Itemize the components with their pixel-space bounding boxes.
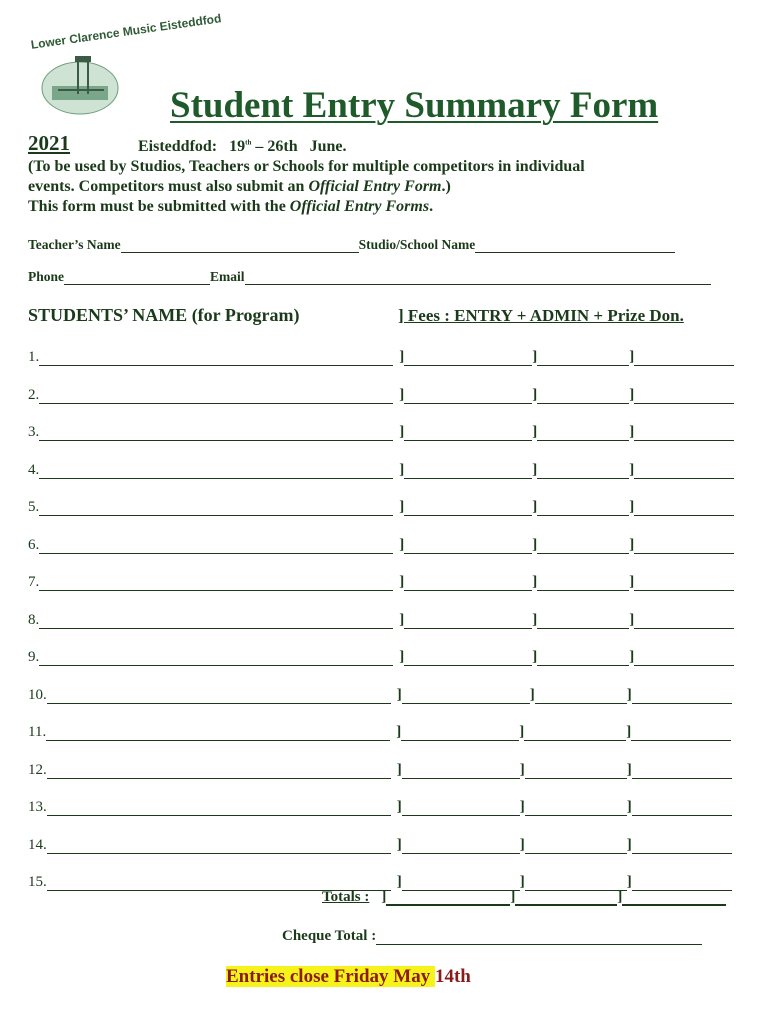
admin-fee-field[interactable] xyxy=(525,837,627,854)
totals-prize-field[interactable] xyxy=(622,888,726,906)
cheque-total-field[interactable] xyxy=(376,928,702,945)
student-name-field[interactable] xyxy=(39,387,393,404)
row-number: 1. xyxy=(28,349,40,365)
student-row: 12. ] ] ] xyxy=(28,759,732,779)
eisteddfod-month: June. xyxy=(309,138,347,155)
student-name-field[interactable] xyxy=(47,762,391,779)
entry-fee-field[interactable] xyxy=(404,649,532,666)
email-label: Email xyxy=(210,269,245,284)
student-row: 11. ] ] ] xyxy=(28,721,731,741)
admin-fee-field[interactable] xyxy=(537,349,629,366)
phone-email-row xyxy=(28,268,711,285)
admin-fee-field[interactable] xyxy=(537,537,629,554)
student-row: 6. ] ] ] xyxy=(28,534,734,554)
entry-fee-field[interactable] xyxy=(404,574,532,591)
student-name-field[interactable] xyxy=(47,837,391,854)
entry-fee-field[interactable] xyxy=(402,799,520,816)
student-row: 10. ] ] ] xyxy=(28,684,732,704)
row-number: 4. xyxy=(28,462,40,478)
admin-fee-field[interactable] xyxy=(537,387,629,404)
entry-fee-field[interactable] xyxy=(404,499,532,516)
entry-fee-field[interactable] xyxy=(402,687,530,704)
entries-close-note xyxy=(226,966,471,988)
student-name-field[interactable] xyxy=(47,799,391,816)
phone-field[interactable] xyxy=(64,268,210,285)
student-name-field[interactable] xyxy=(39,499,393,516)
entry-fee-field[interactable] xyxy=(404,462,532,479)
admin-fee-field[interactable] xyxy=(537,649,629,666)
student-name-field[interactable] xyxy=(39,537,393,554)
totals-label: Totals : xyxy=(322,889,370,905)
cheque-total-label: Cheque Total : xyxy=(282,928,377,944)
teacher-name-field[interactable] xyxy=(121,236,359,253)
prize-donation-field[interactable] xyxy=(634,349,734,366)
prize-donation-field[interactable] xyxy=(631,724,731,741)
prize-donation-field[interactable] xyxy=(632,687,732,704)
student-row: 1. ] ] ] xyxy=(28,346,734,366)
prize-donation-field[interactable] xyxy=(632,762,732,779)
eisteddfod-logo xyxy=(28,11,223,116)
row-number: 10. xyxy=(28,687,47,703)
row-number: 6. xyxy=(28,537,40,553)
prize-donation-field[interactable] xyxy=(634,387,734,404)
student-row: 15. ] ] ] xyxy=(28,871,732,891)
row-number: 14. xyxy=(28,837,47,853)
prize-donation-field[interactable] xyxy=(634,612,734,629)
student-name-field[interactable] xyxy=(39,462,393,479)
phone-label: Phone xyxy=(28,269,65,284)
totals-admin-field[interactable] xyxy=(515,888,617,906)
admin-fee-field[interactable] xyxy=(525,799,627,816)
form-title: Student Entry Summary Form xyxy=(170,85,659,126)
admin-fee-field[interactable] xyxy=(537,574,629,591)
row-number: 5. xyxy=(28,499,40,515)
eisteddfod-start-sup: th xyxy=(245,138,252,147)
prize-donation-field[interactable] xyxy=(634,537,734,554)
student-name-field[interactable] xyxy=(39,574,393,591)
row-number: 7. xyxy=(28,574,40,590)
row-number: 12. xyxy=(28,762,47,778)
student-row: 3. ] ] ] xyxy=(28,421,734,441)
student-name-field[interactable] xyxy=(39,612,393,629)
student-row: 13. ] ] ] xyxy=(28,796,732,816)
student-row: 14. ] ] ] xyxy=(28,834,732,854)
row-number: 13. xyxy=(28,799,47,815)
eisteddfod-prefix: Eisteddfod: xyxy=(138,138,218,155)
admin-fee-field[interactable] xyxy=(537,424,629,441)
fees-header: ] Fees : ENTRY + ADMIN + Prize Don. xyxy=(398,306,684,325)
entry-fee-field[interactable] xyxy=(404,349,532,366)
form-year: 2021 xyxy=(28,131,70,155)
student-name-field[interactable] xyxy=(39,424,393,441)
prize-donation-field[interactable] xyxy=(632,837,732,854)
email-field[interactable] xyxy=(245,268,711,285)
row-number: 15. xyxy=(28,874,47,890)
row-number: 8. xyxy=(28,612,40,628)
row-number: 3. xyxy=(28,424,40,440)
entries-close-highlight: Entries close Friday May xyxy=(226,966,435,987)
student-name-field[interactable] xyxy=(39,349,393,366)
teacher-studio-row xyxy=(28,236,675,253)
entries-close-date: 14th xyxy=(434,966,471,987)
entry-fee-field[interactable] xyxy=(402,837,520,854)
student-row: 5. ] ] ] xyxy=(28,496,734,516)
entry-fee-field[interactable] xyxy=(402,762,520,779)
eisteddfod-start: 19 xyxy=(229,138,246,155)
student-name-field[interactable] xyxy=(46,724,390,741)
totals-entry-field[interactable] xyxy=(386,888,510,906)
student-row: 9. ] ] ] xyxy=(28,646,734,666)
admin-fee-field[interactable] xyxy=(537,612,629,629)
entry-fee-field[interactable] xyxy=(401,724,519,741)
prize-donation-field[interactable] xyxy=(634,649,734,666)
prize-donation-field[interactable] xyxy=(634,499,734,516)
teacher-name-label: Teacher’s Name xyxy=(28,237,121,252)
student-row: 4. ] ] ] xyxy=(28,459,734,479)
admin-fee-field[interactable] xyxy=(537,462,629,479)
eisteddfod-range: – 26th xyxy=(251,138,298,155)
entry-fee-field[interactable] xyxy=(404,387,532,404)
admin-fee-field[interactable] xyxy=(535,687,627,704)
entry-fee-field[interactable] xyxy=(404,612,532,629)
admin-fee-field[interactable] xyxy=(537,499,629,516)
prize-donation-field[interactable] xyxy=(634,424,734,441)
student-name-field[interactable] xyxy=(39,649,393,666)
student-row: 8. ] ] ] xyxy=(28,609,734,629)
admin-fee-field[interactable] xyxy=(524,724,626,741)
prize-donation-field[interactable] xyxy=(634,462,734,479)
prize-donation-field[interactable] xyxy=(634,574,734,591)
entry-fee-field[interactable] xyxy=(404,537,532,554)
cheque-total-row xyxy=(282,928,702,945)
student-row: 2. ] ] ] xyxy=(28,384,734,404)
student-name-field[interactable] xyxy=(47,687,391,704)
instructions-line-3: This form must be submitted with the Official Entry Forms. xyxy=(28,198,434,215)
instructions-line-2: events. Competitors must also submit an Official Entry Form.) xyxy=(28,178,451,195)
row-number: 9. xyxy=(28,649,40,665)
studio-name-label: Studio/School Name xyxy=(358,237,476,252)
totals-row: Totals : ] ] ] xyxy=(322,888,726,906)
admin-fee-field[interactable] xyxy=(525,762,627,779)
student-row: 7. ] ] ] xyxy=(28,571,734,591)
row-number: 11. xyxy=(28,724,47,740)
eisteddfod-dates xyxy=(138,138,347,156)
logo-text: Lower Clarence Music Eisteddfod xyxy=(30,11,223,52)
prize-donation-field[interactable] xyxy=(632,799,732,816)
students-header: STUDENTS’ NAME (for Program) xyxy=(28,305,300,325)
studio-name-field[interactable] xyxy=(475,236,675,253)
instructions-line-1: (To be used by Studios, Teachers or Schools for multiple competitors in individual xyxy=(28,158,585,175)
row-number: 2. xyxy=(28,387,40,403)
entry-fee-field[interactable] xyxy=(404,424,532,441)
